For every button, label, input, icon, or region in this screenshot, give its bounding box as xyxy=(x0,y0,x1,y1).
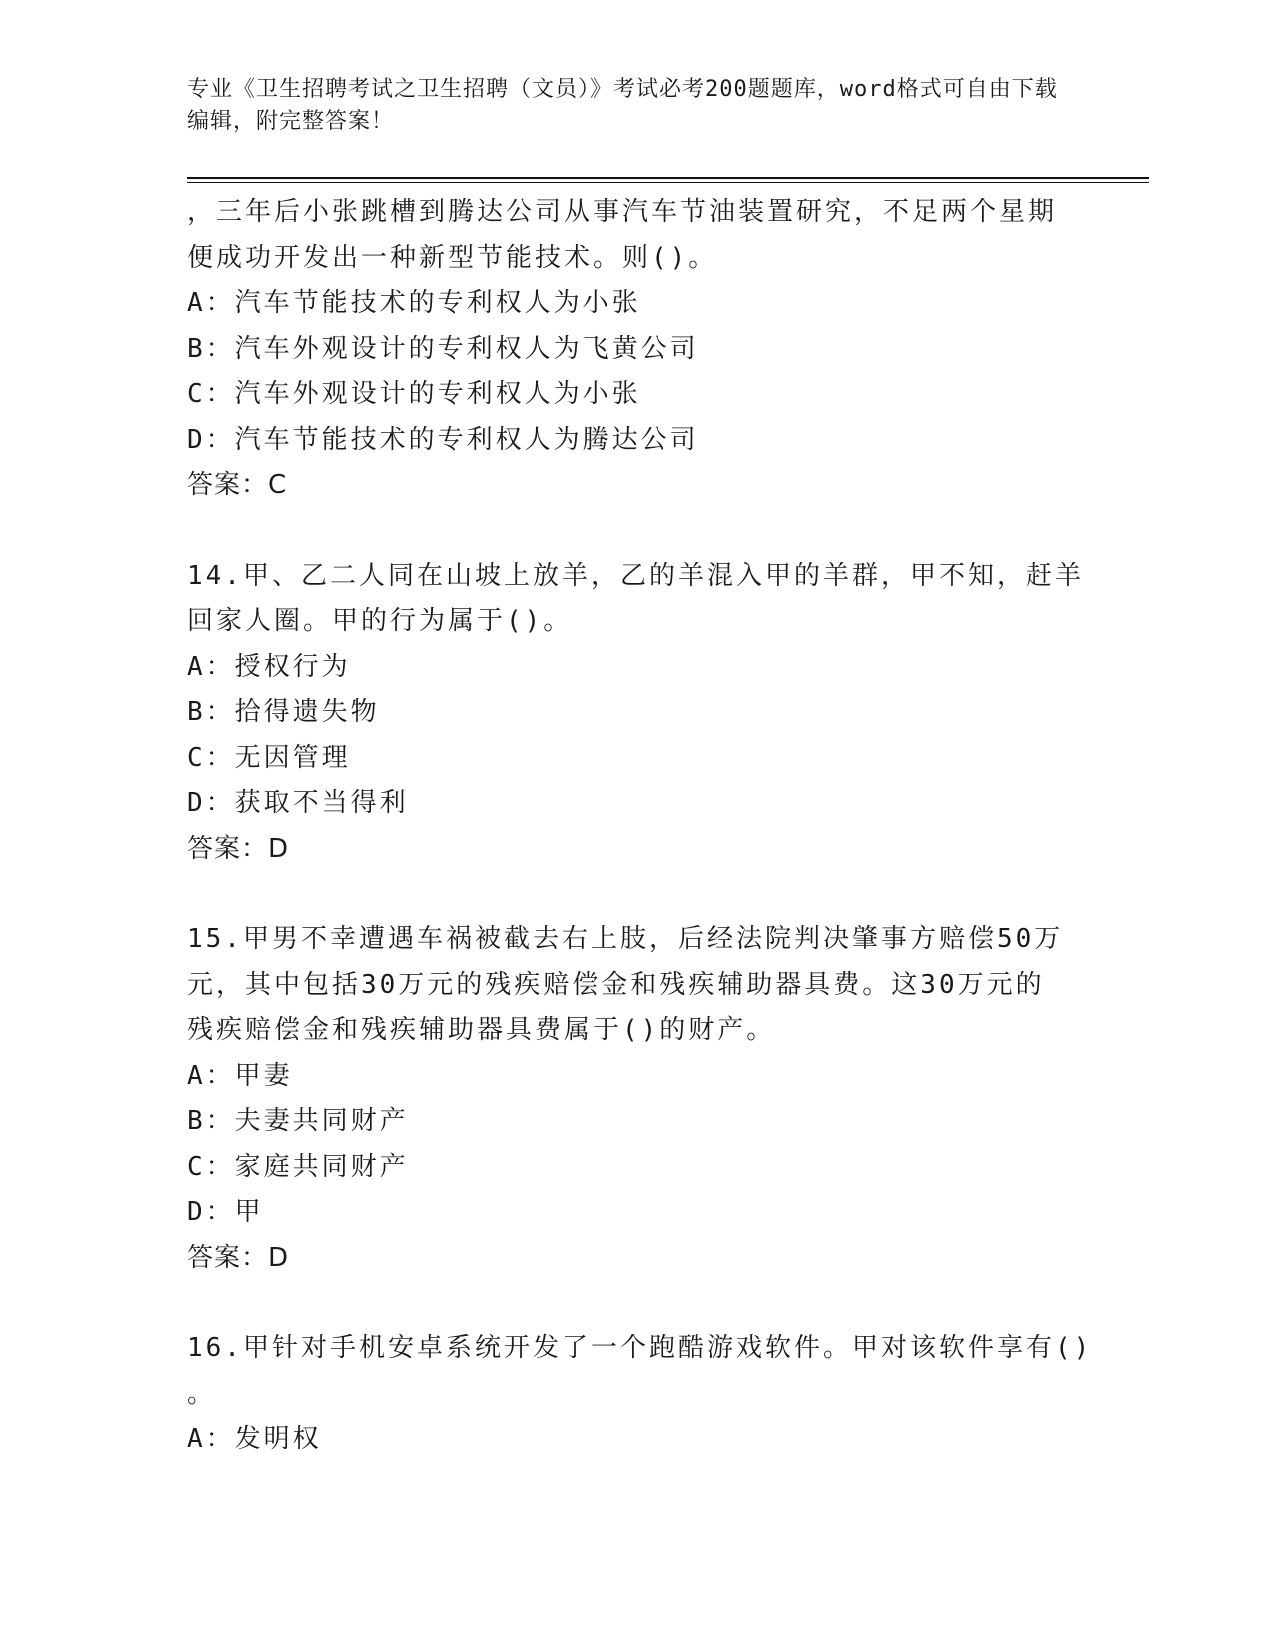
question-text: 14.甲、乙二人同在山坡上放羊，乙的羊混入甲的羊群，甲不知，赶羊 xyxy=(187,560,1084,591)
header-title: 专业《卫生招聘考试之卫生招聘（文员）》考试必考200题题库，word格式可自由下载编辑，附完整答案！ xyxy=(187,77,1058,134)
question-14 xyxy=(187,554,1084,873)
spacer xyxy=(187,872,1067,917)
option-d: D：甲 xyxy=(187,1197,264,1227)
option-d: D：汽车节能技术的专利权人为腾达公司 xyxy=(187,424,699,455)
question-text: 便成功开发出一种新型节能技术。则()。 xyxy=(187,242,718,273)
answer-label: 答案：D xyxy=(187,1242,290,1273)
option-b: B：汽车外观设计的专利权人为飞黄公司 xyxy=(187,333,699,364)
header-divider xyxy=(187,177,1149,183)
document-header xyxy=(187,74,1067,138)
option-c: C：汽车外观设计的专利权人为小张 xyxy=(187,379,641,409)
question-text: 回家人圈。甲的行为属于()。 xyxy=(187,606,573,636)
answer-label: 答案：D xyxy=(187,833,290,864)
question-text: 15.甲男不幸遭遇车祸被截去右上肢，后经法院判决肇事方赔偿50万 xyxy=(187,924,1064,954)
question-13 xyxy=(187,190,1067,509)
option-c: C：家庭共同财产 xyxy=(187,1151,409,1182)
option-b: B：夫妻共同财产 xyxy=(187,1106,409,1136)
question-text: ，三年后小张跳槽到腾达公司从事汽车节油装置研究，不足两个星期 xyxy=(187,197,1058,227)
question-text: 16.甲针对手机安卓系统开发了一个跑酷游戏软件。甲对该软件享有() xyxy=(187,1333,1093,1363)
spacer xyxy=(187,1281,1067,1326)
option-a: A：发明权 xyxy=(187,1424,322,1454)
option-a: A：甲妻 xyxy=(187,1060,293,1091)
option-c: C：无因管理 xyxy=(187,742,351,773)
question-text: 残疾赔偿金和残疾辅助器具费属于()的财产。 xyxy=(187,1015,776,1045)
spacer xyxy=(187,509,1067,554)
option-a: A：汽车节能技术的专利权人为小张 xyxy=(187,288,641,318)
question-text: 元，其中包括30万元的残疾赔偿金和残疾辅助器具费。这30万元的 xyxy=(187,969,1045,1000)
option-d: D：获取不当得利 xyxy=(187,788,409,818)
question-16 xyxy=(187,1326,1093,1463)
option-a: A：授权行为 xyxy=(187,651,351,682)
answer-label: 答案：C xyxy=(187,470,288,500)
question-text: 。 xyxy=(187,1378,217,1409)
question-15 xyxy=(187,917,1067,1281)
question-list xyxy=(187,190,1093,1463)
option-b: B：拾得遗失物 xyxy=(187,697,380,727)
